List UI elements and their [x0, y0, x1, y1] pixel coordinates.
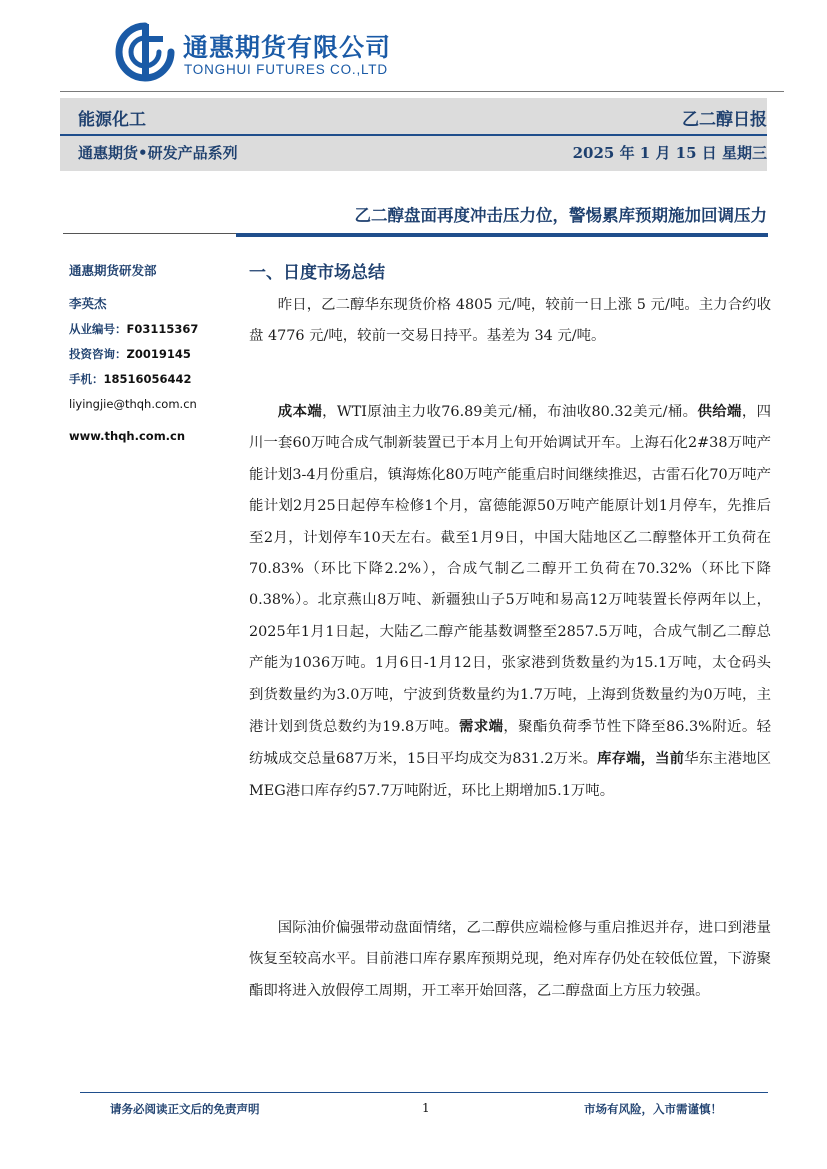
cost-text: ，WTI原油主力收76.89美元/桶，布油收80.32美元/桶。 [322, 404, 698, 420]
brand-name-cn: 通惠期货有限公司 [183, 33, 392, 62]
report-title: 乙二醇盘面再度冲击压力位，警惕累库预期施加回调压力 [354, 206, 767, 225]
page-number: 1 [422, 1101, 430, 1115]
report-name: 乙二醇日报 [682, 110, 767, 130]
sidebar-website[interactable]: www.thqh.com.cn [69, 429, 186, 443]
sidebar-email[interactable]: liyingjie@thqh.com.cn [69, 397, 197, 411]
invest-value: Z0019145 [126, 347, 191, 361]
phone-value: 18516056442 [103, 372, 192, 386]
paragraph-outlook [249, 913, 771, 1007]
supply-text: ，四川一套60万吨合成气制新装置已于本月上旬开始调试开车。上海石化2#38万吨产能计划3-4月份重启，镇海炼化80万吨产能重启时间继续推迟，古雷石化70万吨产能计划2月25日起停车检修1个月，富德能源50万吨产能原计划1月停车，先推后至2月，计划停车10天左右。截至1月9日，中国大陆地区乙二醇整体开工负荷在70.83%（环比下降2.2%），合成气制乙二醇开工负荷在70.32%（环比下降0.38%）。北京燕山8万吨、新疆独山子5万吨和易高12万吨装置长停两年以上，2025年1月1日起，大陆乙二醇产能基数调整至2857.5万吨，合成气制乙二醇总产能为1036万吨。1月6日-1月12日，张家港到货数量约为15.1万吨，太仓码头到货数量约为3.0万吨，宁波到货数量约为1.7万吨，上海到货数量约为0万吨，主港计划到货总数约为19.8万吨。 [249, 404, 771, 736]
paragraph-price-summary [249, 290, 771, 353]
price-summary-text: 昨日，乙二醇华东现货价格 4805 元/吨，较前一日上涨 5 元/吨。主力合约收盘 4776 元/吨，较前一交易日持平。基差为 34 元/吨。 [249, 297, 771, 345]
phone-label: 手机： [69, 372, 104, 386]
section-title: 一、日度市场总结 [249, 263, 385, 283]
fundamentals-text [249, 396, 771, 807]
footer-disclaimer: 请务必阅读正文后的免责声明 [110, 1102, 260, 1116]
report-series: 通惠期货•研发产品系列 [78, 144, 238, 162]
invest-label: 投资咨询： [69, 347, 127, 361]
title-divider-thick [236, 233, 768, 237]
sidebar-cert [69, 321, 198, 337]
cert-label: 从业编号： [69, 322, 127, 336]
tonghui-logo-icon [113, 22, 177, 82]
inventory-label: 库存端，当前 [597, 750, 685, 768]
report-date: 2025 年 1 月 15 日 星期三 [572, 144, 767, 162]
outlook-text: 国际油价偏强带动盘面情绪，乙二醇供应端检修与重启推迟并存，进口到港量恢复至较高水平。目前港口库存累库预期兑现，绝对库存仍处在较低位置，下游聚酯即将进入放假停工周期，开工率开始回落，乙二醇盘面上方压力较强。 [249, 920, 771, 999]
supply-label: 供给端 [697, 403, 742, 420]
sidebar-invest [69, 346, 191, 362]
sidebar-department: 通惠期货研发部 [69, 263, 157, 278]
paragraph-fundamentals [249, 396, 771, 807]
sidebar-phone [69, 371, 192, 387]
inventory-text: 华东主港地区MEG港口库存约57.7万吨附近，环比上期增加5.1万吨。 [249, 751, 771, 799]
sidebar-analyst: 李英杰 [69, 296, 107, 311]
cost-label: 成本端 [277, 403, 323, 420]
footer-risk-warning: 市场有风险，入市需谨慎！ [584, 1102, 722, 1116]
demand-label: 需求端 [458, 718, 504, 736]
cert-value: F03115367 [126, 322, 199, 336]
report-category: 能源化工 [78, 110, 146, 130]
brand-name-en: TONGHUI FUTURES CO.,LTD [184, 62, 388, 77]
footer-divider [80, 1092, 768, 1093]
demand-text: ，聚酯负荷季节性下降至86.3%附近。轻纺城成交总量687万米，15日平均成交为831.2万米。 [249, 719, 771, 768]
header-band-divider [60, 134, 767, 136]
top-divider [60, 91, 784, 92]
